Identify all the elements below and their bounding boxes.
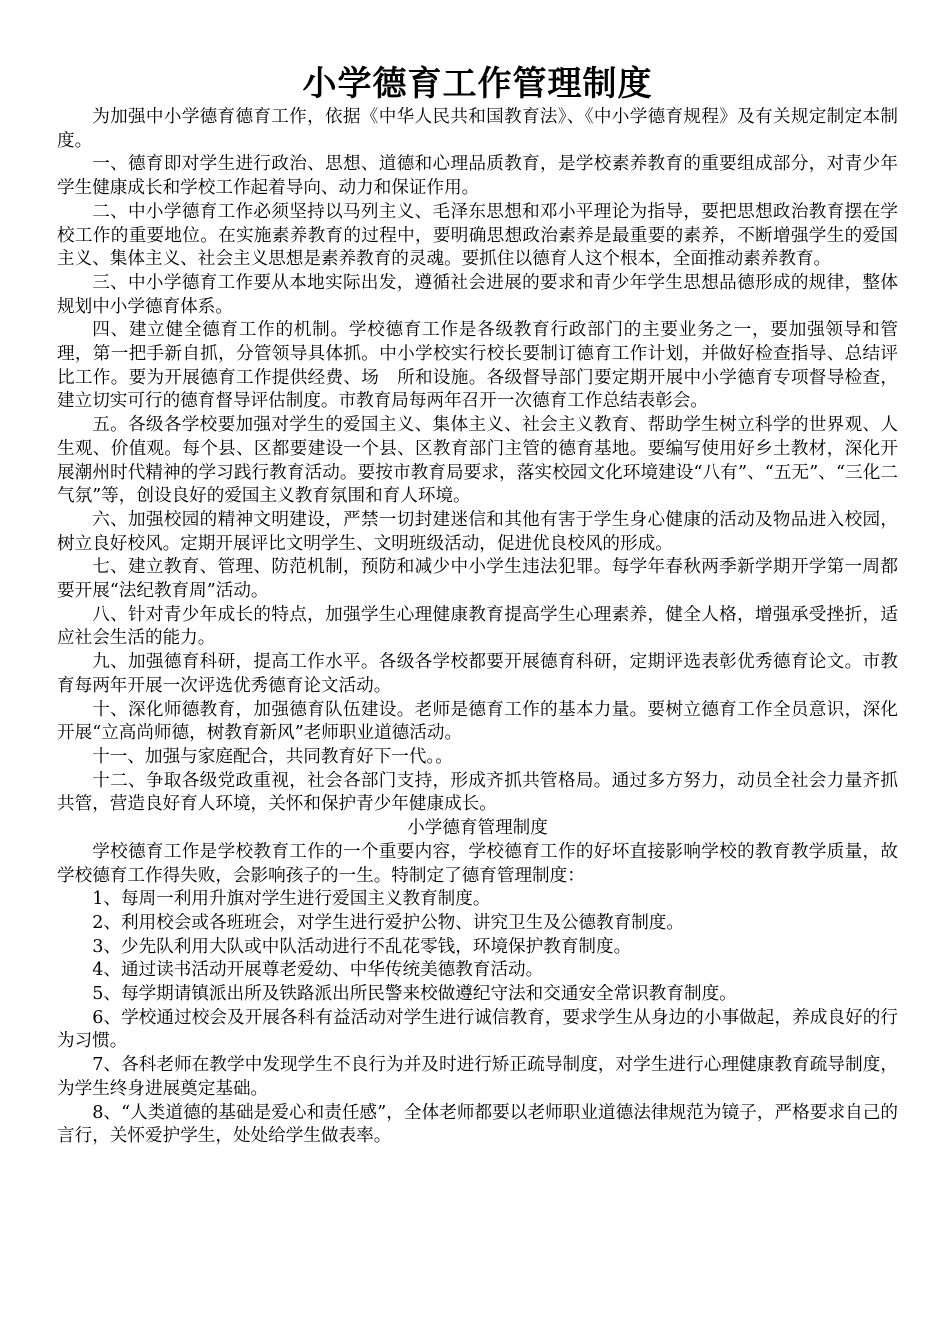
article-7: 七、建立教育、管理、防范机制，预防和减少中小学生违法犯罪。每学年春秋两季新学期开学第一周都要开展“法纪教育周”活动。 [57,557,898,602]
rule-4: 4、通过读书活动开展尊老爱幼、中华传统美德教育活动。 [92,960,544,981]
rule-1: 1、每周一利用升旗对学生进行爱国主义教育制度。 [92,889,491,910]
article-11: 十一、加强与家庭配合，共同教育好下一代。。 [92,746,453,767]
article-9: 九、加强德育科研，提高工作水平。各级各学校都要开展德育科研，定期评选表彰优秀德育论文。市教育每两年开展一次评选优秀德育论文活动。 [57,652,898,696]
article-5: 五。各级各学校要加强对学生的爱国主义、集体主义、社会主义教育、帮助学生树立科学的世界观、人生观、价值观。每个县、区都要建设一个县、区教育部门主管的德育基地。要编写使用好乡土教材，深化开展潮州时代精神的学习践行教育活动。要按市教育局要求，落实校园文化环境建设“八有”、“五无”、“三化二气氛”等，创设良好的爱国主义教育氛围和育人环境。 [57,415,898,507]
rule-6: 6、学校通过校会及开展各科有益活动对学生进行诚信教育，要求学生从身边的小事做起，养成良好的行为习惯。 [57,1007,898,1052]
article-10: 十、深化师德教育，加强德育队伍建设。老师是德育工作的基本力量。要树立德育工作全员意识，深化开展“立高尚师德，树教育新风”老师职业道德活动。 [57,699,898,744]
rule-2: 2、利用校会或各班班会，对学生进行爱护公物、讲究卫生及公德教育制度。 [92,912,684,933]
article-1: 一、德育即对学生进行政治、思想、道德和心理品质教育，是学校素养教育的重要组成部分，对青少年学生健康成长和学校工作起着导向、动力和保证作用。 [57,154,898,199]
section-intro-paragraph: 学校德育工作是学校教育工作的一个重要内容，学校德育工作的好坏直接影响学校的教育教学质量，故学校德育工作得失败，会影响孩子的一生。特制定了德育管理制度： [57,841,898,886]
intro-paragraph: 为加强中小学德育德育工作，依据《中华人民共和国教育法》、《中小学德育规程》及有关规定制定本制度。 [57,107,898,151]
section-subtitle: 小学德育管理制度 [407,818,548,839]
rule-8: 8、“人类道德的基础是爱心和责任感”，全体老师都要以老师职业道德法律规范为镜子，严格要求自己的言行，关怀爱护学生，处处给学生做表率。 [57,1102,898,1147]
article-6: 六、加强校园的精神文明建设，严禁一切封建迷信和其他有害于学生身心健康的活动及物品进入校园，树立良好校风。定期开展评比文明学生、文明班级活动，促进优良校风的形成。 [57,509,898,554]
article-12: 十二、争取各级党政重视，社会各部门支持，形成齐抓共管格局。通过多方努力，动员全社会力量齐抓共管，营造良好育人环境，关怀和保护青少年健康成长。 [57,770,898,815]
article-4: 四、建立健全德育工作的机制。学校德育工作是各级教育行政部门的主要业务之一，要加强领导和管理，第一把手新自抓，分管领导具体抓。中小学校实行校长要制订德育工作计划，并做好检查指导、总结评比工作。要为开展德育工作提供经费、场 所和设施。各级督导部门要定期开展中小学德育专项督导检查，建立切实可行的德育督导评估制度。市教育局每两年召开一次德育工作总结表彰会。 [57,320,898,412]
article-8: 八、针对青少年成长的特点，加强学生心理健康教育提高学生心理素养，健全人格，增强承受挫折，适应社会生活的能力。 [57,604,898,649]
rule-3: 3、少先队利用大队或中队活动进行不乱花零钱，环境保护教育制度。 [92,936,632,957]
article-3: 三、中小学德育工作要从本地实际出发，遵循社会进展的要求和青少年学生思想品德形成的规律，整体规划中小学德育体系。 [57,272,898,317]
rule-5: 5、每学期请镇派出所及铁路派出所民警来校做遵纪守法和交通安全常识教育制度。 [92,984,737,1005]
document-title: 小学德育工作管理制度 [302,64,653,104]
rule-7: 7、各科老师在教学中发现学生不良行为并及时进行矫正疏导制度，对学生进行心理健康教育疏导制度，为学生终身进展奠定基础。 [57,1055,898,1099]
article-2: 二、中小学德育工作必须坚持以马列主义、毛泽东思想和邓小平理论为指导，要把思想政治教育摆在学校工作的重要地位。在实施素养教育的过程中，要明确思想政治素养是最重要的素养，不断增强学生的爱国主义、集体主义、社会主义思想是素养教育的灵魂。要抓住以德育人这个根本，全面推动素养教育。 [57,201,898,270]
